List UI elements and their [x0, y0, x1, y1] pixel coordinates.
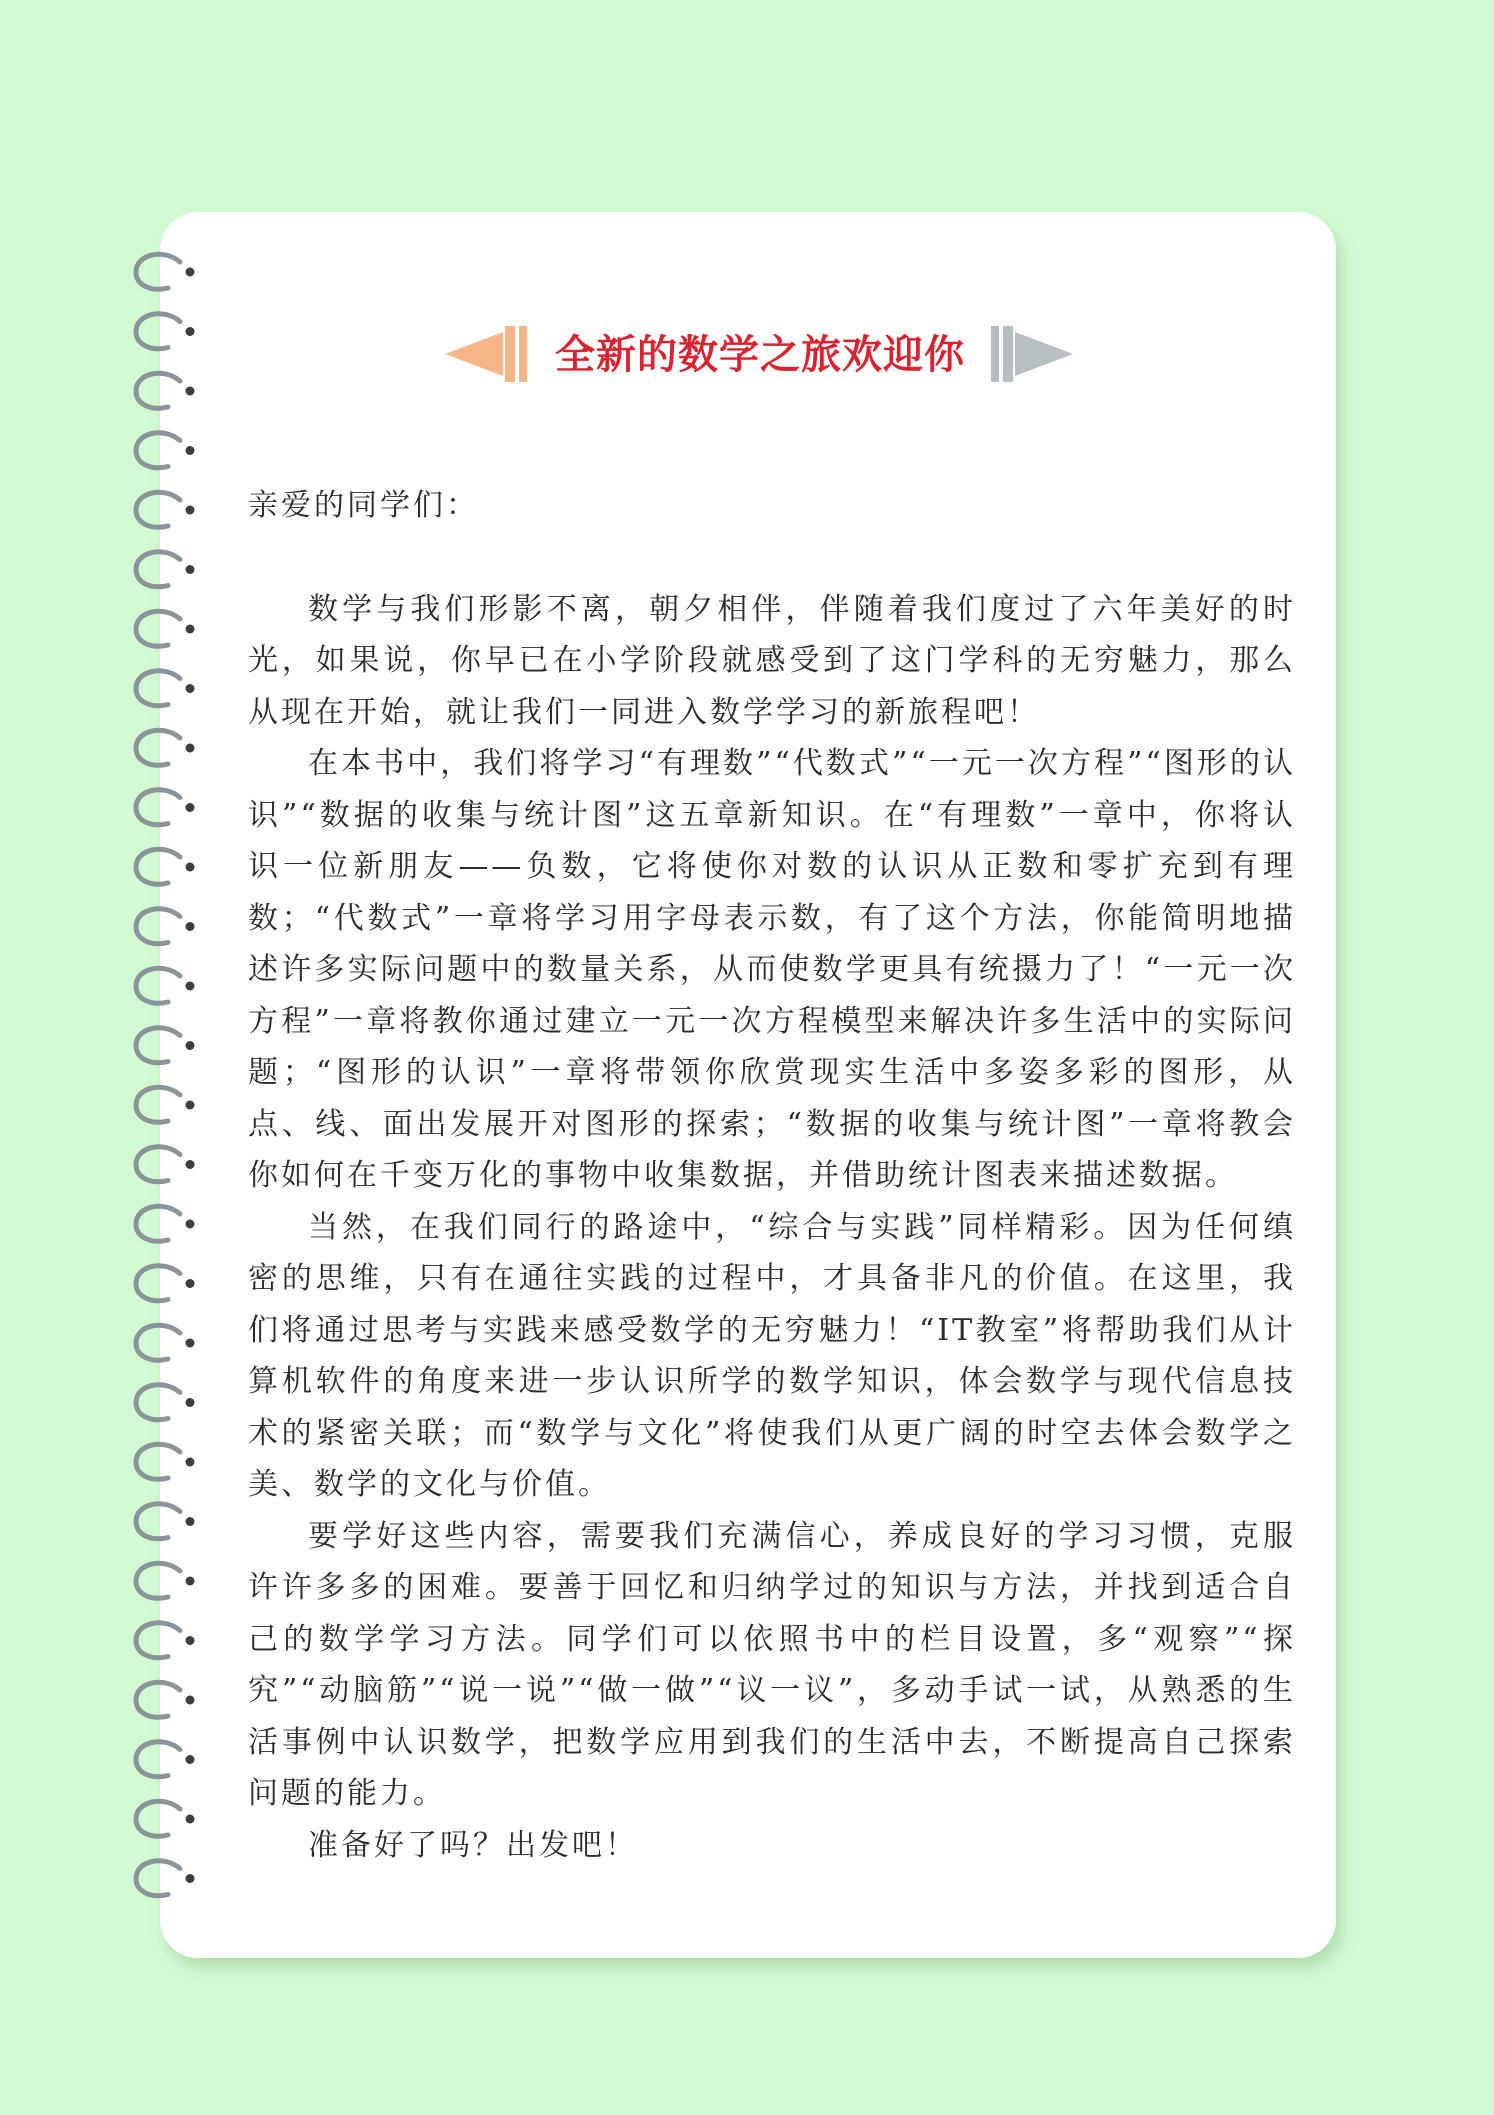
binding-ring-icon — [136, 1623, 195, 1658]
paragraph-3: 当然，在我们同行的路途中，“综合与实践”同样精彩。因为任何缜密的思维，只有在通往实践的过程中，才具备非凡的价值。在这里，我们将通过思考与实践来感受数学的无穷魅力！“IT教室”将帮助我们从计算机软件的角度来进一步认识所学的数学知识，体会数学与现代信息技术的紧密关联；而“数学与文化”将使我们从更广阔的时空去体会数学之美、数学的文化与价值。 — [248, 1209, 1296, 1502]
binding-ring-icon — [136, 1444, 195, 1479]
left-arrow-icon — [445, 332, 503, 376]
right-arrow-icon — [1015, 332, 1073, 376]
binding-ring-icon — [136, 1801, 195, 1836]
binding-ring-icon — [136, 968, 195, 1003]
binding-ring-icon — [136, 1563, 195, 1598]
binding-ring-icon — [136, 790, 195, 825]
binding-ring-icon — [136, 1266, 195, 1301]
binding-ring-icon — [136, 1147, 195, 1182]
binding-ring-icon — [136, 314, 195, 349]
binding-ring-icon — [136, 433, 195, 468]
binding-ring-icon — [136, 611, 195, 646]
binding-ring-icon — [136, 671, 195, 706]
binding-ring-icon — [136, 1682, 195, 1717]
binding-ring-icon — [136, 730, 195, 765]
letter-body — [248, 480, 1296, 1871]
binding-ring-icon — [136, 1087, 195, 1122]
binding-ring-icon — [136, 1325, 195, 1360]
right-bar-decoration — [991, 326, 999, 382]
binding-ring-icon — [136, 1206, 195, 1241]
paragraph-2: 在本书中，我们将学习“有理数”“代数式”“一元一次方程”“图形的认识”“数据的收集与统计图”这五章新知识。在“有理数”一章中，你将认识一位新朋友——负数，它将使你对数的认识从正数和零扩充到有理数；“代数式”一章将学习用字母表示数，有了这个方法，你能简明地描述许多实际问题中的数量关系，从而使数学更具有统摄力了！“一元一次方程”一章将教你通过建立一元一次方程模型来解决许多生活中的实际问题；“图形的认识”一章将带领你欣赏现实生活中多姿多彩的图形，从点、线、面出发展开对图形的探索；“数据的收集与统计图”一章将教会你如何在千变万化的事物中收集数据，并借助统计图表来描述数据。 — [248, 746, 1296, 1193]
binding-ring-icon — [136, 254, 195, 289]
right-bar-decoration — [1003, 326, 1013, 382]
left-bar-decoration — [505, 326, 515, 382]
binding-ring-icon — [136, 1504, 195, 1539]
binding-ring-icon — [136, 492, 195, 527]
binding-ring-icon — [136, 1385, 195, 1420]
paragraph-4: 要学好这些内容，需要我们充满信心，养成良好的学习习惯，克服许许多多的困难。要善于回忆和归纳学过的知识与方法，并找到适合自己的数学学习方法。同学们可以依照书中的栏目设置，多“观察”“探究”“动脑筋”“说一说”“做一做”“议一议”，多动手试一试，从熟悉的生活事例中认识数学，把数学应用到我们的生活中去，不断提高自己探索问题的能力。 — [248, 1518, 1296, 1811]
salutation: 亲爱的同学们： — [248, 488, 479, 523]
binding-ring-icon — [136, 849, 195, 884]
paragraph-5: 准备好了吗？出发吧！ — [308, 1827, 638, 1863]
binding-ring-icon — [136, 552, 195, 587]
binding-ring-icon — [136, 1028, 195, 1063]
binding-ring-icon — [136, 1742, 195, 1777]
spiral-binding — [128, 250, 208, 1930]
binding-ring-icon — [136, 909, 195, 944]
page-title: 全新的数学之旅欢迎你 — [555, 331, 965, 378]
binding-ring-icon — [136, 373, 195, 408]
title-banner — [445, 322, 1065, 388]
left-bar-decoration — [519, 326, 527, 382]
binding-ring-icon — [136, 1861, 195, 1896]
paragraph-1: 数学与我们形影不离，朝夕相伴，伴随着我们度过了六年美好的时光，如果说，你早已在小学阶段就感受到了这门学科的无穷魅力，那么从现在开始，就让我们一同进入数学学习的新旅程吧！ — [248, 591, 1296, 730]
